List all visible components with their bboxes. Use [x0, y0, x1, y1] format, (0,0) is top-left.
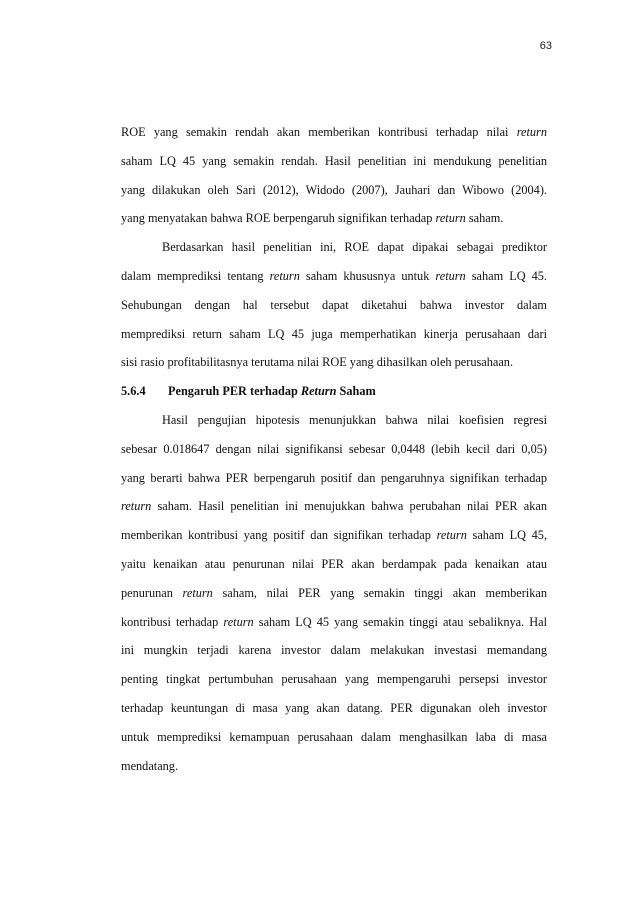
text-line: saham LQ 45 yang semakin rendah. Hasil penelitian ini mendukung penelitian: [121, 153, 547, 168]
text-line: sebesar 0.018647 dengan nilai signifikansi sebesar 0,0448 (lebih kecil dari 0,05): [121, 441, 547, 456]
page-number: 63: [539, 40, 552, 52]
text-line: memprediksi return saham LQ 45 juga memperhatikan kinerja perusahaan dari: [121, 326, 547, 341]
text-line: yaitu kenaikan atau penurunan nilai PER akan berdampak pada kenaikan atau: [121, 556, 547, 571]
section-number: 5.6.4: [121, 384, 146, 399]
text-line: terhadap keuntungan di masa yang akan datang. PER digunakan oleh investor: [121, 700, 547, 715]
text-line: sisi rasio profitabilitasnya terutama nilai ROE yang dihasilkan oleh perusahaan.: [121, 355, 514, 370]
text-line: Sehubungan dengan hal tersebut dapat diketahui bahwa investor dalam: [121, 297, 547, 312]
text-line: return saham. Hasil penelitian ini menujukkan bahwa perubahan nilai PER akan: [121, 499, 548, 514]
text-line: mendatang.: [121, 758, 179, 773]
text-line: ROE yang semakin rendah akan memberikan kontribusi terhadap nilai return: [121, 125, 547, 139]
section-heading: [121, 377, 547, 406]
text-line: memberikan kontribusi yang positif dan signifikan terhadap return saham LQ 45,: [121, 528, 548, 543]
text-line: ini mungkin terjadi karena investor dalam melakukan investasi memandang: [121, 643, 547, 658]
text-line: untuk memprediksi kemampuan perusahaan dalam menghasilkan laba di masa: [121, 729, 547, 744]
paragraph-roe-predictor: [121, 233, 547, 377]
text-line: Berdasarkan hasil penelitian ini, ROE dapat dipakai sebagai prediktor: [162, 240, 547, 255]
paragraph-roe-conclusion: [121, 118, 547, 233]
paragraph-per-results: [121, 406, 547, 780]
text-line: yang menyatakan bahwa ROE berpengaruh signifikan terhadap return saham.: [121, 211, 504, 226]
text-line: kontribusi terhadap return saham LQ 45 yang semakin tinggi atau sebaliknya. Hal: [121, 614, 548, 629]
document-body: [121, 118, 547, 780]
text-line: dalam memprediksi tentang return saham khususnya untuk return saham LQ 45.: [121, 268, 548, 283]
text-line: yang berarti bahwa PER berpengaruh positif dan pengaruhnya signifikan terhadap: [121, 470, 547, 485]
text-line: yang dilakukan oleh Sari (2012), Widodo (2007), Jauhari dan Wibowo (2004).: [121, 182, 547, 197]
text-line: penting tingkat pertumbuhan perusahaan yang mempengaruhi persepsi investor: [121, 672, 547, 687]
section-title: Pengaruh PER terhadap Return Saham: [168, 384, 376, 399]
text-line: Hasil pengujian hipotesis menunjukkan bahwa nilai koefisien regresi: [162, 412, 547, 427]
text-line: penurunan return saham, nilai PER yang semakin tinggi akan memberikan: [121, 585, 548, 600]
